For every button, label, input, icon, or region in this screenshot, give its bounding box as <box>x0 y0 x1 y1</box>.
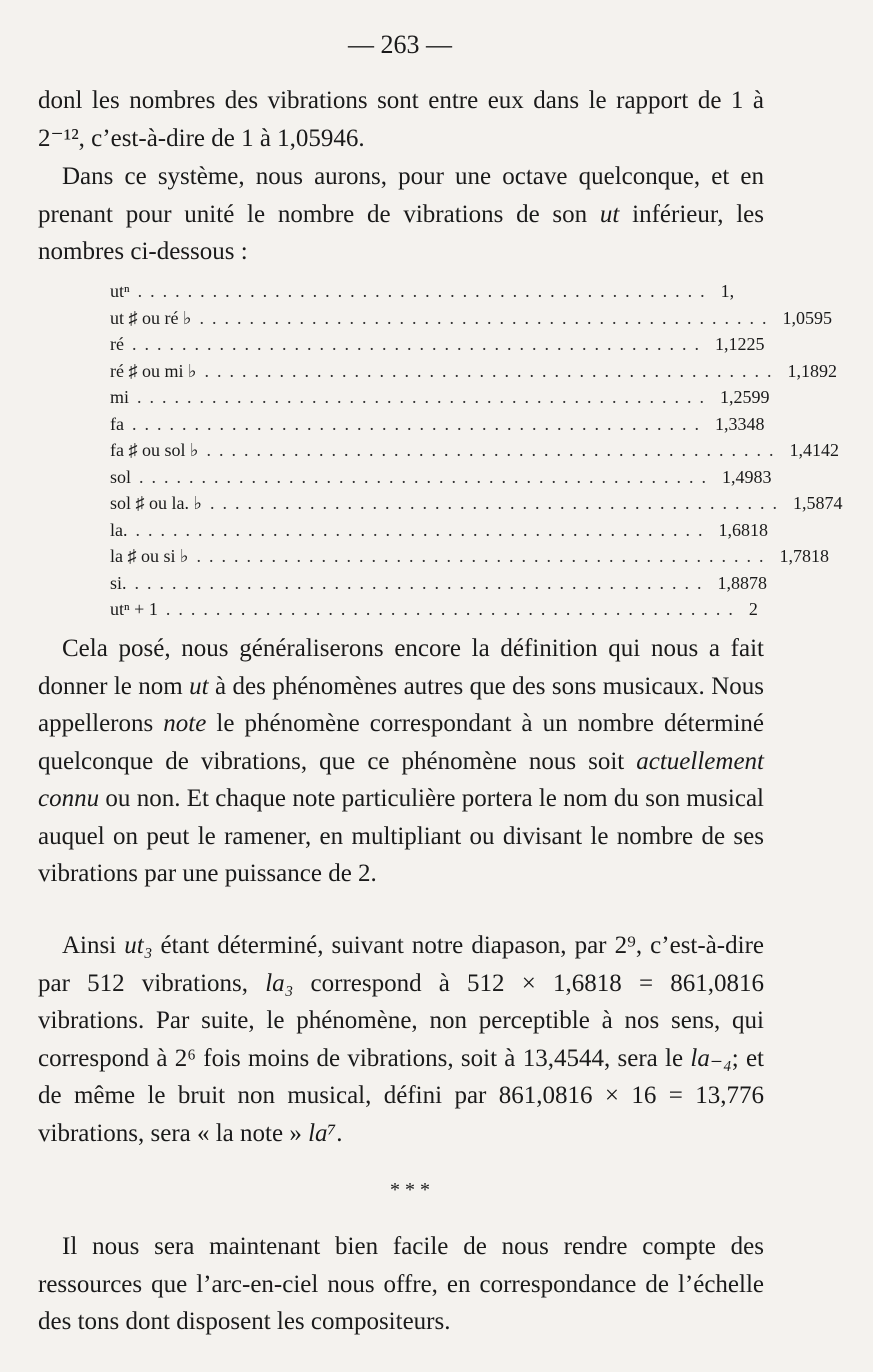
leader-dots: .............................................. <box>131 334 707 354</box>
note-name: la ♯ ou si ♭ <box>110 546 189 566</box>
paragraph-1: donl les nombres des vibrations sont entre eux dans le rapport de 1 à 2⁻¹², c’est-à-dire de 1 à 1,05946. <box>38 87 764 152</box>
ratio-value: 1,7818 <box>779 546 829 566</box>
ratio-value: 1,1892 <box>787 360 837 381</box>
note-name: sol ♯ ou la. ♭ <box>110 493 202 513</box>
table-row <box>110 490 843 517</box>
table-row <box>110 358 837 385</box>
note-name: ré ♯ ou mi ♭ <box>110 360 197 381</box>
table-row <box>110 517 768 544</box>
leader-dots: .............................................. <box>135 519 711 540</box>
ratio-value: 2 <box>748 599 758 619</box>
note-name: fa <box>110 413 124 434</box>
table-row <box>110 437 839 464</box>
ratio-value: 1,0595 <box>782 307 832 328</box>
leader-dots: .............................................. <box>137 281 713 301</box>
table-row <box>110 596 758 623</box>
table-row <box>110 411 765 438</box>
leader-dots: .............................................. <box>206 440 782 460</box>
note-name: la. <box>110 519 128 540</box>
ratio-value: 1,6818 <box>718 519 768 540</box>
ratio-value: 1, <box>720 281 735 301</box>
asterism: * * * <box>390 1179 430 1201</box>
note-name: sol <box>110 466 132 487</box>
table-row <box>110 305 832 332</box>
ratio-value: 1,4983 <box>722 466 772 487</box>
ratio-value: 1,2599 <box>720 387 770 407</box>
table-row <box>110 464 772 491</box>
note-name: ut ♯ ou ré ♭ <box>110 307 192 328</box>
table-row <box>110 278 735 305</box>
table-row <box>110 331 765 358</box>
note-name: fa ♯ ou sol ♭ <box>110 440 199 460</box>
table-row <box>110 570 768 597</box>
paragraph-3: Cela posé, nous généraliserons encore la définition qui nous a fait donner le nom ut à des phénomènes autres que des sons musicaux. Nous appellerons note le phénomène correspondant à un nombre déterminé quelconque de vibrations, que ce phénomène nous soit actuellement connu ou non. Et chaque note particulière portera le nom du son musical auquel on peut le ramener, en multipliant ou divisant le nombre de ses vibrations par une puissance de 2. <box>38 635 765 887</box>
leader-dots: .............................................. <box>196 546 772 566</box>
ratio-value: 1,5874 <box>793 493 843 513</box>
note-name: si. <box>110 572 127 593</box>
leader-dots: .............................................. <box>137 387 713 407</box>
ratio-value: 1,3348 <box>714 413 765 434</box>
leader-dots: .............................................. <box>139 466 715 487</box>
paragraph-4: Ainsi ut₃ étant déterminé, suivant notre diapason, par 2⁹, c’est-à-dire par 512 vibrations, la₃ correspond à 512 × 1,6818 = 861,0816 vibrations. Par suite, le phénomène, non perceptible à nos sens, qui correspond à 2⁶ fois moins de vibrations, soit à 13,4544, sera le la₋₄; et de même le bruit non musical, défini par 861,0816 × 16 = 13,776 vibrations, sera « la note » la⁷. <box>38 932 764 1147</box>
vibration-table <box>110 278 843 623</box>
ratio-value: 1,1225 <box>714 334 765 354</box>
leader-dots: .............................................. <box>204 360 780 381</box>
table-row <box>110 543 829 570</box>
table-row <box>110 384 770 411</box>
leader-dots: .............................................. <box>199 307 775 328</box>
note-name: mi <box>110 387 130 407</box>
page-number: — 263 — <box>348 30 452 59</box>
paragraph-5: Il nous sera maintenant bien facile de nous rendre compte des ressources que l’arc-en-ciel nous offre, en correspondance de l’échelle des tons dont disposent les compositeurs. <box>38 1233 764 1335</box>
note-name: ré <box>110 334 124 354</box>
leader-dots: .............................................. <box>131 413 707 434</box>
paragraph-2: Dans ce système, nous aurons, pour une octave quelconque, et en prenant pour unité le nombre de vibrations de son ut inférieur, les nombres ci-dessous : <box>38 163 764 265</box>
leader-dots: .............................................. <box>210 493 785 513</box>
note-name: utⁿ <box>110 281 130 301</box>
leader-dots: .............................................. <box>134 572 710 593</box>
leader-dots: .............................................. <box>165 599 741 619</box>
ratio-value: 1,8878 <box>717 572 768 593</box>
note-name: utⁿ + 1 <box>110 599 158 619</box>
ratio-value: 1,4142 <box>789 440 839 460</box>
